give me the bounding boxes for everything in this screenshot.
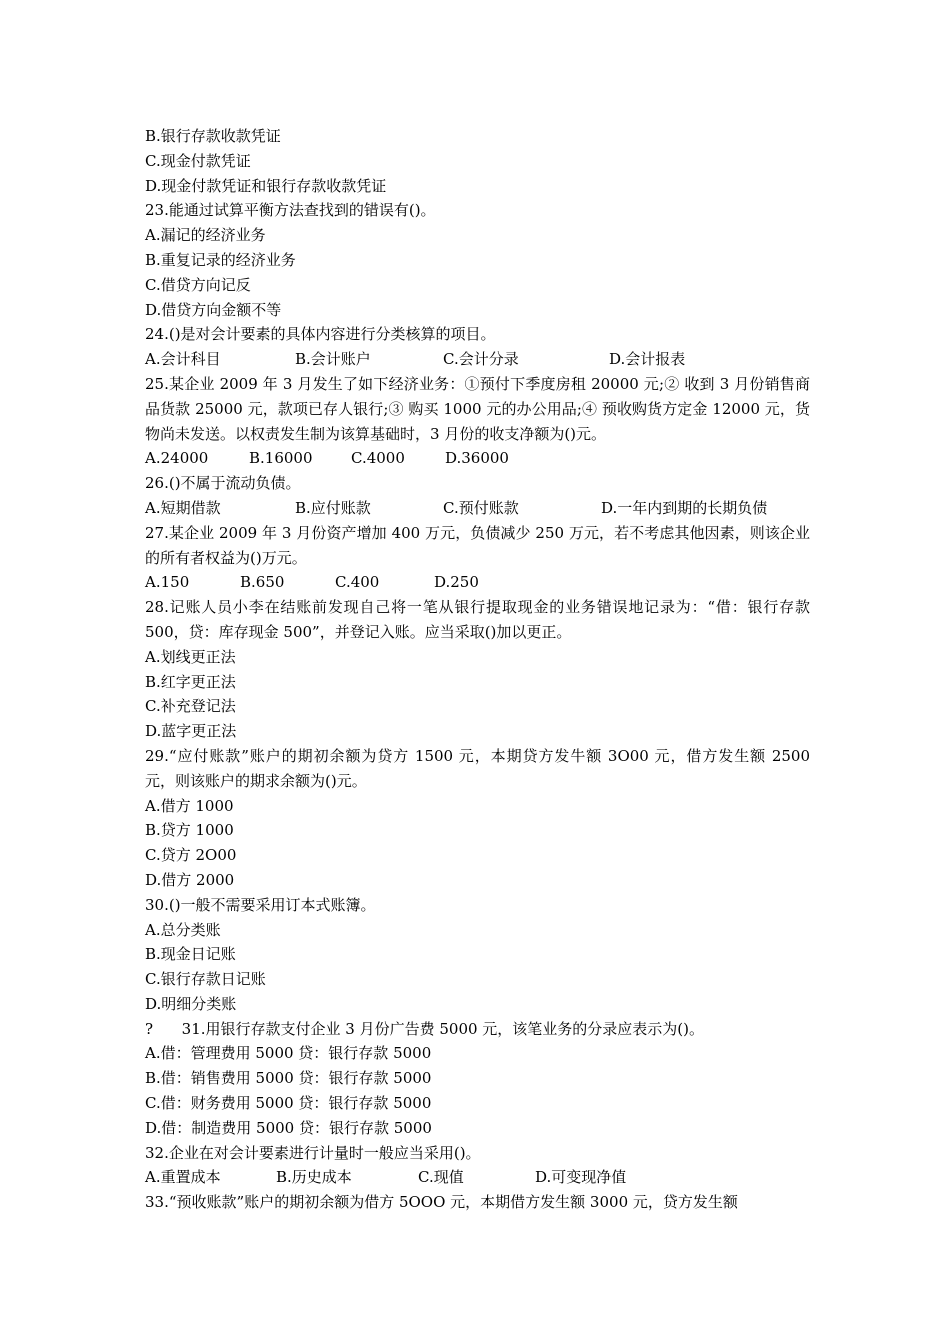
option-text: C.400 [335, 573, 380, 592]
option-text: A.借：管理费用 5000 贷：银行存款 5000 [145, 1044, 432, 1063]
option-text: D.蓝字更正法 [145, 722, 237, 741]
option-text: B.现金日记账 [145, 945, 236, 964]
question-24: 24.()是对会计要素的具体内容进行分类核算的项目。 [145, 325, 496, 344]
option-text: D.明细分类账 [145, 994, 237, 1013]
option-text: B.16000 [249, 449, 313, 468]
question-33: 33.“预收账款”账户的期初余额为借方 5OOO 元，本期借方发生额 3000 元，贷方发生额 [145, 1193, 738, 1212]
question-26: 26.()不属于流动负债。 [145, 474, 301, 493]
option-text: A.重置成本 [145, 1168, 221, 1187]
option-text: D.250 [434, 573, 479, 592]
option-text: C.4000 [351, 449, 405, 468]
option-text: B.会计账户 [295, 350, 371, 369]
question-30: 30.()一般不需要采用订本式账簿。 [145, 895, 376, 914]
option-text: D.可变现净值 [535, 1168, 627, 1187]
option-text: B.重复记录的经济业务 [145, 250, 296, 269]
option-text: C.现金付款凭证 [145, 151, 251, 170]
option-text: D.现金付款凭证和银行存款收款凭证 [145, 176, 387, 195]
question-29: 29.“应付账款”账户的期初余额为贷方 1500 元，本期贷方发牛额 3O00 元，借方发生额 2500 元，则该账户的期求余额为()元。 [145, 746, 810, 790]
question-23: 23.能通过试算平衡方法查找到的错误有()。 [145, 201, 436, 220]
option-text: B.借：销售费用 5000 贷：银行存款 5000 [145, 1069, 432, 1088]
option-text: B.银行存款收款凭证 [145, 127, 281, 145]
option-text: A.24000 [145, 449, 209, 468]
option-text: D.会计报表 [609, 350, 686, 369]
exam-questions [145, 124, 810, 1215]
option-text: D.借贷方向金额不等 [145, 300, 282, 319]
option-text: D.36000 [445, 449, 509, 468]
option-text: A.借方 1000 [145, 796, 234, 815]
option-text: B.650 [240, 573, 285, 592]
option-text: C.银行存款日记账 [145, 970, 266, 989]
option-text: B.应付账款 [295, 498, 371, 517]
option-text: A.总分类账 [145, 920, 221, 939]
options-row-24 [145, 347, 810, 372]
option-text: D.借：制造费用 5000 贷：银行存款 5000 [145, 1118, 432, 1137]
question-31: ? 31.用银行存款支付企业 3 月份广告费 5000 元，该笔业务的分录应表示为()。 [145, 1019, 705, 1038]
option-text: A.漏记的经济业务 [145, 226, 266, 245]
option-text: D.借方 2000 [145, 870, 235, 889]
question-27: 27.某企业 2009 年 3 月份资产增加 400 万元，负债减少 250 万元，若不考虑其他因素，则该企业的所有者权益为()万元。 [145, 523, 810, 567]
option-text: A.短期借款 [145, 498, 221, 517]
option-text: A.划线更正法 [145, 647, 236, 666]
question-28: 28.记账人员小李在结账前发现自己将一笔从银行提取现金的业务错误地记录为：“借：银行存款 500，贷：库存现金 500”，并登记入账。应当采取()加以更正。 [145, 598, 810, 641]
option-text: C.预付账款 [443, 498, 519, 517]
option-text: C.借：财务费用 5000 贷：银行存款 5000 [145, 1094, 432, 1113]
option-text: C.会计分录 [443, 350, 519, 369]
options-row-26 [145, 496, 810, 521]
option-text: A.150 [145, 573, 190, 592]
option-text: C.借贷方向记反 [145, 275, 251, 294]
option-text: C.补充登记法 [145, 697, 236, 716]
options-row-27 [145, 570, 810, 595]
option-text: C.现值 [418, 1168, 464, 1187]
option-text: B.历史成本 [276, 1168, 352, 1187]
option-text: A.会计科目 [145, 350, 221, 369]
options-row-32 [145, 1165, 810, 1190]
option-text: D.一年内到期的长期负债 [601, 498, 768, 517]
option-text: B.红字更正法 [145, 672, 236, 691]
option-text: B.贷方 1000 [145, 821, 234, 840]
question-32: 32.企业在对会计要素进行计量时一般应当采用()。 [145, 1143, 481, 1162]
option-text: C.贷方 2O00 [145, 846, 237, 865]
question-25: 25.某企业 2009 年 3 月发生了如下经济业务：①预付下季度房租 20000 元;② 收到 3 月份销售商品货款 25000 元，款项已存人银行;③ 购买 1000 元的办公用品;④ 预收购货方定金 12000 元，货物尚未发送。以权责发生制为该算基础时，3 月份的收支净额为()元。 [145, 374, 810, 443]
options-row-25 [145, 446, 810, 471]
